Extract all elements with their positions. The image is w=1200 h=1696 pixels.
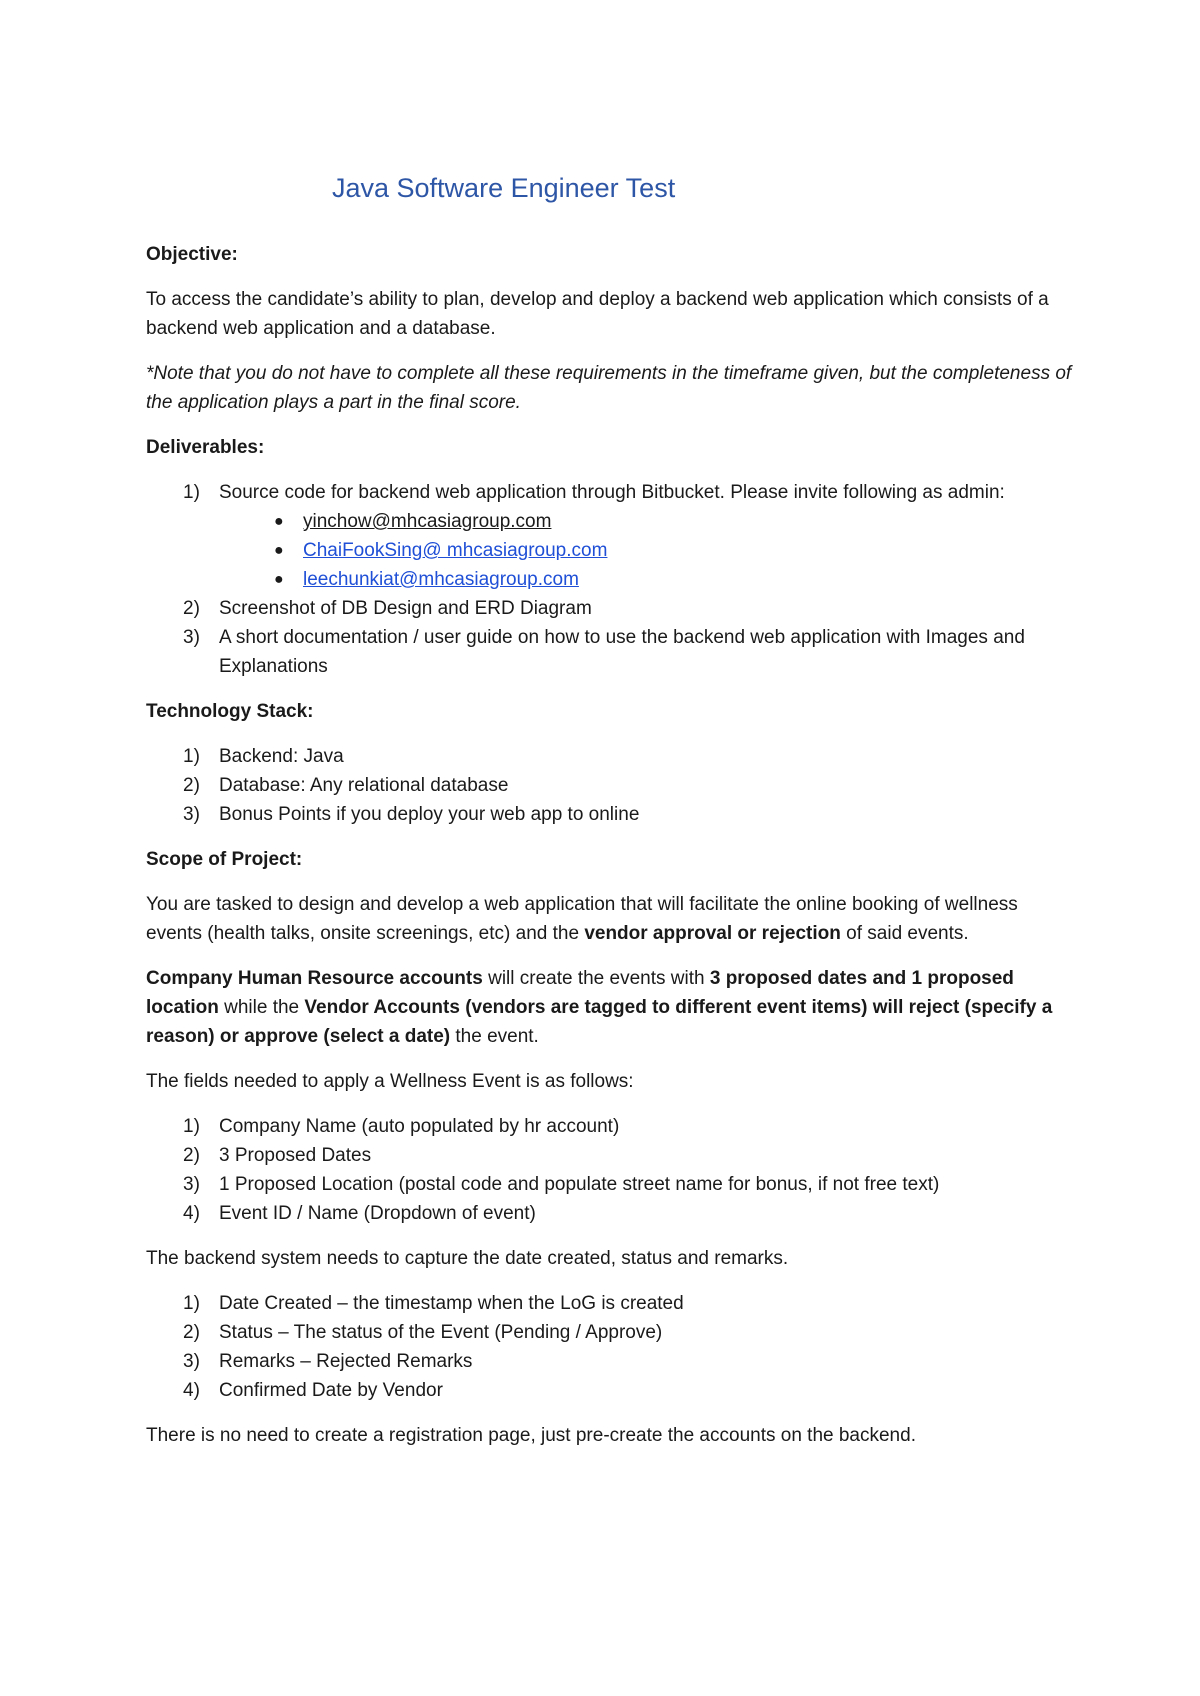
- list-item-text: Remarks – Rejected Remarks: [219, 1351, 473, 1372]
- list-number: 2): [183, 598, 200, 619]
- list-item-text: Screenshot of DB Design and ERD Diagram: [219, 598, 592, 619]
- list-number: 3): [183, 1351, 200, 1372]
- list-item-text: Bonus Points if you deploy your web app to online: [219, 804, 640, 825]
- list-number: 1): [183, 1116, 200, 1137]
- list-item: [146, 1318, 1076, 1347]
- list-item: [146, 771, 1076, 800]
- list-item: [146, 478, 1076, 594]
- capture-intro: The backend system needs to capture the date created, status and remarks.: [146, 1248, 789, 1269]
- list-item-text: Source code for backend web application through Bitbucket. Please invite following as admin:: [219, 482, 1005, 503]
- scope-bold-text: 3 proposed dates and 1 proposed location: [146, 968, 1014, 1018]
- list-item: [219, 507, 1076, 536]
- list-item: [146, 742, 1076, 771]
- scope-paragraph-2: [146, 964, 1076, 1051]
- deliverables-heading: Deliverables:: [146, 437, 265, 458]
- list-number: 3): [183, 804, 200, 825]
- list-item-text: Status – The status of the Event (Pending / Approve): [219, 1322, 663, 1343]
- scope-text: the event.: [450, 1026, 539, 1047]
- list-item: [146, 623, 1076, 681]
- scope-paragraph-1: [146, 890, 1076, 948]
- list-number: 3): [183, 1174, 200, 1195]
- scope-bold-text: Company Human Resource accounts: [146, 968, 483, 989]
- admin-email-link[interactable]: yinchow@mhcasiagroup.com: [303, 511, 552, 532]
- list-item-text: Event ID / Name (Dropdown of event): [219, 1203, 536, 1224]
- list-item-text: A short documentation / user guide on how to use the backend web application with Images and Explanations: [219, 627, 1025, 677]
- list-item-text: Backend: Java: [219, 746, 344, 767]
- admin-email-link[interactable]: leechunkiat@mhcasiagroup.com: [303, 569, 579, 590]
- document-title: Java Software Engineer Test: [332, 173, 676, 203]
- list-number: 1): [183, 1293, 200, 1314]
- list-item-text: Company Name (auto populated by hr account): [219, 1116, 620, 1137]
- list-item: [146, 594, 1076, 623]
- scope-text: will create the events with: [482, 968, 710, 989]
- scope-text: of said events.: [840, 923, 969, 944]
- list-item-text: Date Created – the timestamp when the LoG is created: [219, 1293, 684, 1314]
- list-item: [219, 536, 1076, 565]
- list-item: [146, 1112, 1076, 1141]
- bullet-icon: ●: [274, 542, 284, 559]
- list-number: 4): [183, 1203, 200, 1224]
- document-content: [146, 170, 1076, 1466]
- list-item: [146, 1170, 1076, 1199]
- list-number: 1): [183, 746, 200, 767]
- list-item: [146, 1141, 1076, 1170]
- list-item-text: Database: Any relational database: [219, 775, 509, 796]
- list-item-text: 3 Proposed Dates: [219, 1145, 372, 1166]
- scope-bold-text: vendor approval or rejection: [584, 923, 841, 944]
- list-number: 4): [183, 1380, 200, 1401]
- tech-stack-list: [146, 742, 1076, 829]
- list-number: 2): [183, 775, 200, 796]
- list-item: [146, 1376, 1076, 1405]
- list-item: [146, 1289, 1076, 1318]
- list-number: 2): [183, 1322, 200, 1343]
- bullet-icon: ●: [274, 513, 284, 530]
- list-item-text: 1 Proposed Location (postal code and populate street name for bonus, if not free text): [219, 1174, 940, 1195]
- fields-intro: The fields needed to apply a Wellness Event is as follows:: [146, 1071, 634, 1092]
- closing-note: There is no need to create a registration page, just pre-create the accounts on the backend.: [146, 1425, 916, 1446]
- list-number: 1): [183, 482, 200, 503]
- deliverables-list: [146, 478, 1076, 681]
- scope-text: while the: [218, 997, 305, 1018]
- list-item: [146, 1347, 1076, 1376]
- fields-list: [146, 1112, 1076, 1228]
- list-item: [146, 800, 1076, 829]
- bullet-icon: ●: [274, 571, 284, 588]
- objective-note: *Note that you do not have to complete all these requirements in the timeframe given, but the completeness of the application plays a part in the final score.: [146, 363, 1072, 413]
- list-number: 3): [183, 627, 200, 648]
- list-item-text: Confirmed Date by Vendor: [219, 1380, 443, 1401]
- scope-text: You are tasked to design and develop a web application that will facilitate the online booking of wellness events (health talks, onsite screenings, etc) and the: [146, 894, 1018, 944]
- capture-list: [146, 1289, 1076, 1405]
- list-item: [219, 565, 1076, 594]
- tech-stack-heading: Technology Stack:: [146, 701, 314, 722]
- scope-bold-text: Vendor Accounts (vendors are tagged to different event items) will reject (specify a reason) or approve (select a date): [146, 997, 1053, 1047]
- objective-text: To access the candidate’s ability to plan, develop and deploy a backend web application which consists of a backend web application and a database.: [146, 289, 1049, 339]
- scope-heading: Scope of Project:: [146, 849, 303, 870]
- admin-email-link[interactable]: ChaiFookSing@ mhcasiagroup.com: [303, 540, 608, 561]
- list-item: [146, 1199, 1076, 1228]
- admin-email-list: [219, 507, 1076, 594]
- list-number: 2): [183, 1145, 200, 1166]
- objective-heading: Objective:: [146, 244, 238, 265]
